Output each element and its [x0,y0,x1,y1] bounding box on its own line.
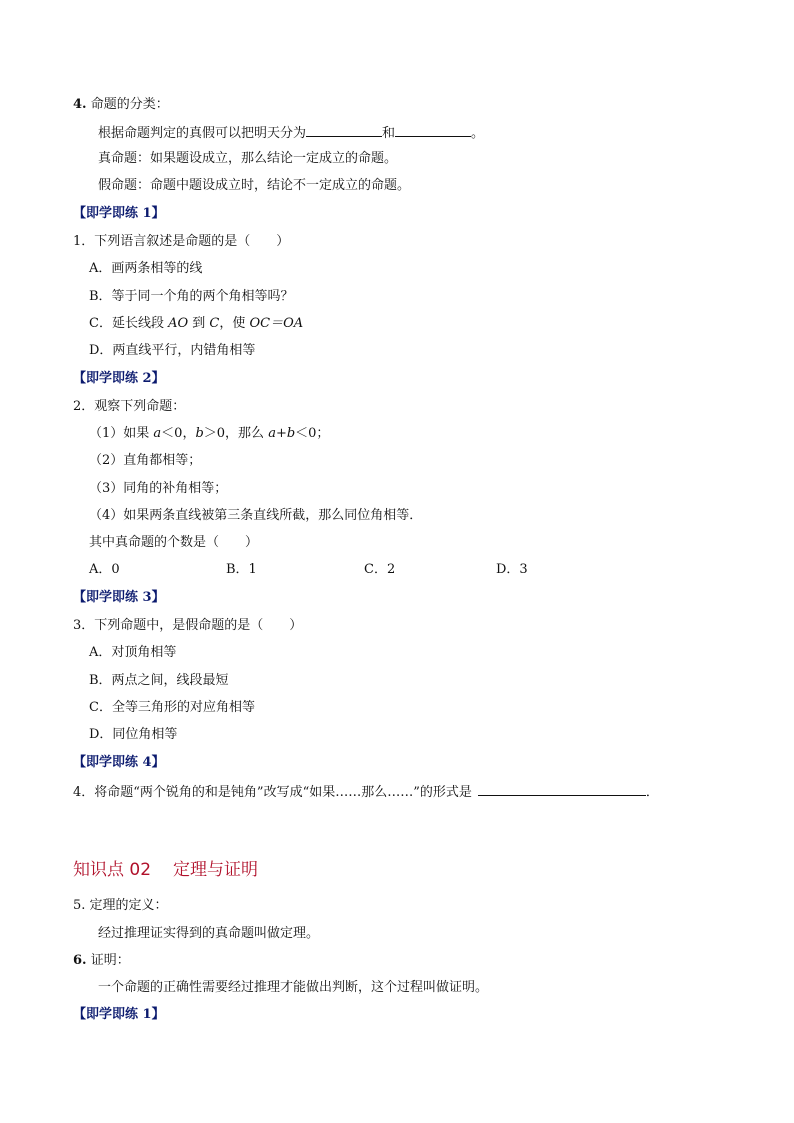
practice-2-choice-b: B．1 [226,562,257,577]
answer-blank-2[interactable] [395,124,471,137]
practice-3-option-d: D．同位角相等 [89,727,178,742]
practice-2-question: 2．观察下列命题： [73,399,186,414]
practice-1-question: 1．下列语言叙述是命题的是（ ） [73,234,290,249]
section-5-body: 经过推理证实得到的真命题叫做定理。 [98,926,320,941]
section-6-heading: 6. 证明： [73,953,130,968]
practice-2-ask: 其中真命题的个数是（ ） [89,535,259,550]
practice-2-choice-d: D．3 [496,562,528,577]
practice-1-option-a: A．画两条相等的线 [89,261,203,276]
practice-4-tag: 【即学即练 4】 [73,755,165,770]
practice-2-item-2: （2）直角都相等； [89,453,202,468]
answer-blank-1[interactable] [306,124,382,137]
practice-4-question: 4．将命题“两个锐角的和是钝角”改写成“如果……那么……”的形式是 ． [73,785,659,800]
practice-3-tag: 【即学即练 3】 [73,590,165,605]
practice-2-choice-c: C．2 [364,562,396,577]
practice-3-option-a: A．对顶角相等 [89,645,177,660]
practice-1-tag: 【即学即练 1】 [73,206,165,221]
knowledge-point-title: 知识点 02 定理与证明 [73,860,259,880]
practice-2-item-4: （4）如果两条直线被第三条直线所截，那么同位角相等． [89,508,423,523]
practice-2-item-3: （3）同角的补角相等； [89,481,228,496]
section-4-heading: 4. 命题的分类： [73,97,169,112]
section-4-line-1: 根据命题判定的真假可以把明天分为 和 。 [98,126,485,141]
practice-2-tag: 【即学即练 2】 [73,371,165,386]
practice-3-option-b: B．两点之间，线段最短 [89,673,229,688]
practice-5-tag: 【即学即练 1】 [73,1007,165,1022]
section-4-line-3: 假命题：命题中题设成立时，结论不一定成立的命题。 [98,178,411,193]
practice-3-option-c: C．全等三角形的对应角相等 [89,700,255,715]
practice-1-option-b: B．等于同一个角的两个角相等吗？ [89,289,294,304]
practice-1-option-d: D．两直线平行，内错角相等 [89,343,256,358]
section-4-line-2: 真命题：如果题设成立，那么结论一定成立的命题。 [98,151,398,166]
answer-blank-3[interactable] [478,783,646,796]
practice-2-item-1: （1）如果 a＜0，b＞0，那么 a+b＜0； [89,426,330,441]
practice-3-question: 3．下列命题中，是假命题的是（ ） [73,618,303,633]
section-6-body: 一个命题的正确性需要经过推理才能做出判断，这个过程叫做证明。 [98,980,489,995]
section-5-heading: 5. 定理的定义： [73,898,168,913]
practice-1-option-c: C．延长线段 AO 到 C，使 OC＝OA [89,316,304,331]
practice-2-choice-a: A．0 [89,562,120,577]
